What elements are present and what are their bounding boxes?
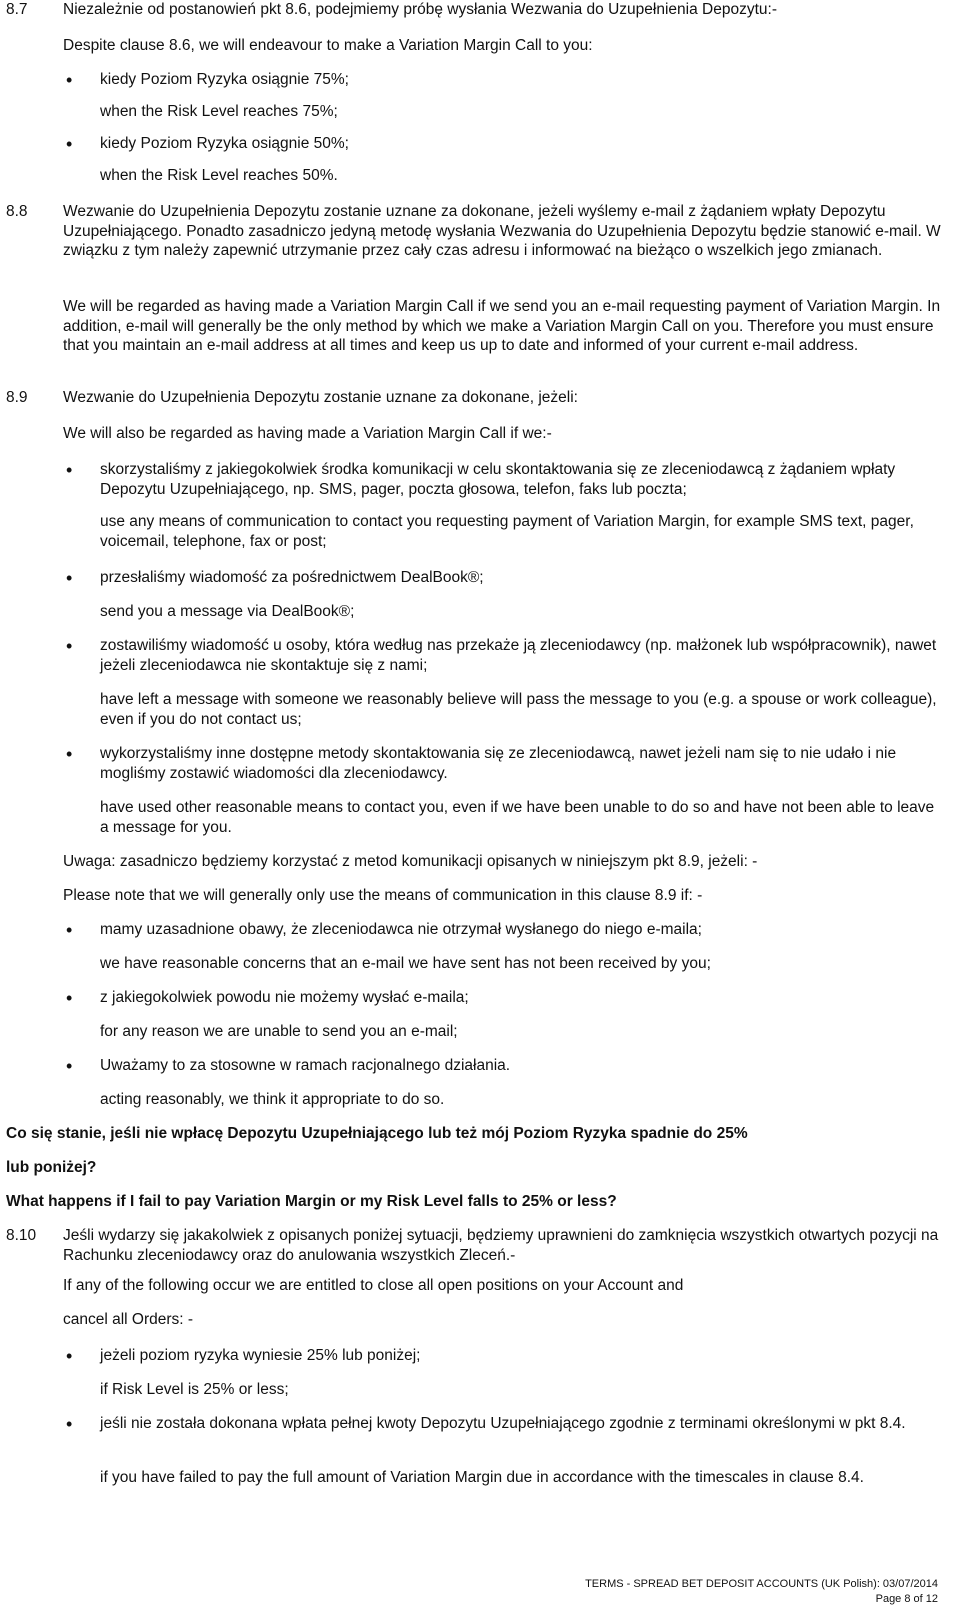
- list-item-en: use any means of communication to contact you requesting payment of Variation Margin, for example SMS text, pager, voicemail, telephone, fax or post;: [100, 513, 914, 550]
- list-item-en: if you have failed to pay the full amount of Variation Margin due in accordance with the timescales in clause 8.4.: [100, 1469, 864, 1486]
- list-item-en: send you a message via DealBook®;: [100, 603, 355, 620]
- clause-text-pl: Jeśli wydarzy się jakakolwiek z opisanych poniżej sytuacji, będziemy uprawnieni do zamknięcia wszystkich otwartych pozycji na Rachunku zleceniodawcy oraz do anulowania wszystkich Zleceń.-: [63, 1227, 939, 1264]
- footer-page-number: Page 8 of 12: [875, 1593, 938, 1605]
- section-heading-en: What happens if I fail to pay Variation Margin or my Risk Level falls to 25% or less?: [6, 1193, 617, 1210]
- bullet-icon: •: [66, 460, 73, 480]
- list-item-pl: jeżeli poziom ryzyka wyniesie 25% lub poniżej;: [100, 1347, 421, 1364]
- clause-text-en: We will be regarded as having made a Variation Margin Call if we send you an e-mail requesting payment of Variation Margin. In addition, e-mail will generally be the only method by which we make a Variation Margin Call on you. Therefore you must ensure that you maintain an e-mail address at all times and keep us up to date and informed of your current e-mail address.: [63, 298, 941, 354]
- list-item-pl: wykorzystaliśmy inne dostępne metody skontaktowania się ze zleceniodawcą, nawet jeżeli nam się to nie udało i nie mogliśmy zostawić wiadomości dla zleceniodawcy.: [100, 745, 897, 782]
- bullet-icon: •: [66, 70, 73, 90]
- list-item-en: when the Risk Level reaches 75%;: [100, 103, 338, 120]
- list-item-pl: zostawiliśmy wiadomość u osoby, która według nas przekaże ją zleceniodawcy (np. małżonek lub współpracownik), nawet jeżeli zleceniodawca nie skontaktuje się z nami;: [100, 637, 937, 674]
- clause-text-pl: Wezwanie do Uzupełnienia Depozytu zostanie uznane za dokonane, jeżeli:: [63, 389, 578, 406]
- clause-text-en: Despite clause 8.6, we will endeavour to make a Variation Margin Call to you:: [63, 37, 593, 54]
- list-item-en: if Risk Level is 25% or less;: [100, 1381, 289, 1398]
- list-item-en: we have reasonable concerns that an e-mail we have sent has not been received by you;: [100, 955, 711, 972]
- bullet-icon: •: [66, 920, 73, 940]
- bullet-icon: •: [66, 1414, 73, 1434]
- list-item-pl: kiedy Poziom Ryzyka osiągnie 50%;: [100, 135, 349, 152]
- list-item-en: when the Risk Level reaches 50%.: [100, 167, 338, 184]
- section-heading-pl-continued: lub poniżej?: [6, 1159, 97, 1176]
- section-heading-pl: Co się stanie, jeśli nie wpłacę Depozytu Uzupełniającego lub też mój Poziom Ryzyka spadnie do 25%: [6, 1125, 748, 1142]
- bullet-icon: •: [66, 1056, 73, 1076]
- list-item-en: for any reason we are unable to send you an e-mail;: [100, 1023, 458, 1040]
- note-text-pl: Uwaga: zasadniczo będziemy korzystać z metod komunikacji opisanych w niniejszym pkt 8.9, jeżeli: -: [63, 853, 758, 870]
- clause-number: 8.10: [6, 1227, 37, 1244]
- bullet-icon: •: [66, 636, 73, 656]
- list-item-pl: kiedy Poziom Ryzyka osiągnie 75%;: [100, 71, 349, 88]
- note-text-en: Please note that we will generally only use the means of communication in this clause 8.9 if: -: [63, 887, 703, 904]
- list-item-en: acting reasonably, we think it appropriate to do so.: [100, 1091, 445, 1108]
- clause-text-pl: Wezwanie do Uzupełnienia Depozytu zostanie uznane za dokonane, jeżeli wyślemy e-mail z żądaniem wpłaty Depozytu Uzupełniającego. Ponadto zasadniczo jedyną metodę wysłania Wezwania do Uzupełnienia Depozytu będzie stanowić e-mail. W związku z tym należy zapewnić utrzymanie przez cały czas adresu i informować na bieżąco o wszelkich jego zmianach.: [63, 203, 941, 259]
- bullet-icon: •: [66, 1346, 73, 1366]
- clause-text-en-continued: cancel all Orders: -: [63, 1311, 194, 1328]
- bullet-icon: •: [66, 744, 73, 764]
- bullet-icon: •: [66, 568, 73, 588]
- clause-number: 8.7: [6, 1, 28, 18]
- list-item-pl: z jakiegokolwiek powodu nie możemy wysłać e-maila;: [100, 989, 469, 1006]
- list-item-pl: Uważamy to za stosowne w ramach racjonalnego działania.: [100, 1057, 511, 1074]
- bullet-icon: •: [66, 988, 73, 1008]
- clause-number: 8.8: [6, 203, 28, 220]
- bullet-icon: •: [66, 134, 73, 154]
- list-item-en: have left a message with someone we reasonably believe will pass the message to you (e.g. a spouse or work colleague), even if you do not contact us;: [100, 691, 937, 728]
- clause-number: 8.9: [6, 389, 28, 406]
- list-item-pl: mamy uzasadnione obawy, że zleceniodawca nie otrzymał wysłanego do niego e-maila;: [100, 921, 702, 938]
- footer-document-id: TERMS - SPREAD BET DEPOSIT ACCOUNTS (UK Polish): 03/07/2014: [585, 1578, 938, 1590]
- list-item-pl: jeśli nie została dokonana wpłata pełnej kwoty Depozytu Uzupełniającego zgodnie z terminami określonymi w pkt 8.4.: [100, 1415, 906, 1432]
- clause-text-en: If any of the following occur we are entitled to close all open positions on your Account and: [63, 1277, 684, 1294]
- list-item-pl: skorzystaliśmy z jakiegokolwiek środka komunikacji w celu skontaktowania się ze zleceniodawcą z żądaniem wpłaty Depozytu Uzupełniającego, np. SMS, pager, poczta głosowa, telefon, faks lub poczta;: [100, 461, 896, 498]
- list-item-en: have used other reasonable means to contact you, even if we have been unable to do so and have not been able to leave a message for you.: [100, 799, 935, 836]
- clause-text-pl: Niezależnie od postanowień pkt 8.6, podejmiemy próbę wysłania Wezwania do Uzupełnienia Depozytu:-: [63, 1, 777, 18]
- list-item-pl: przesłaliśmy wiadomość za pośrednictwem DealBook®;: [100, 569, 484, 586]
- clause-text-en: We will also be regarded as having made a Variation Margin Call if we:-: [63, 425, 552, 442]
